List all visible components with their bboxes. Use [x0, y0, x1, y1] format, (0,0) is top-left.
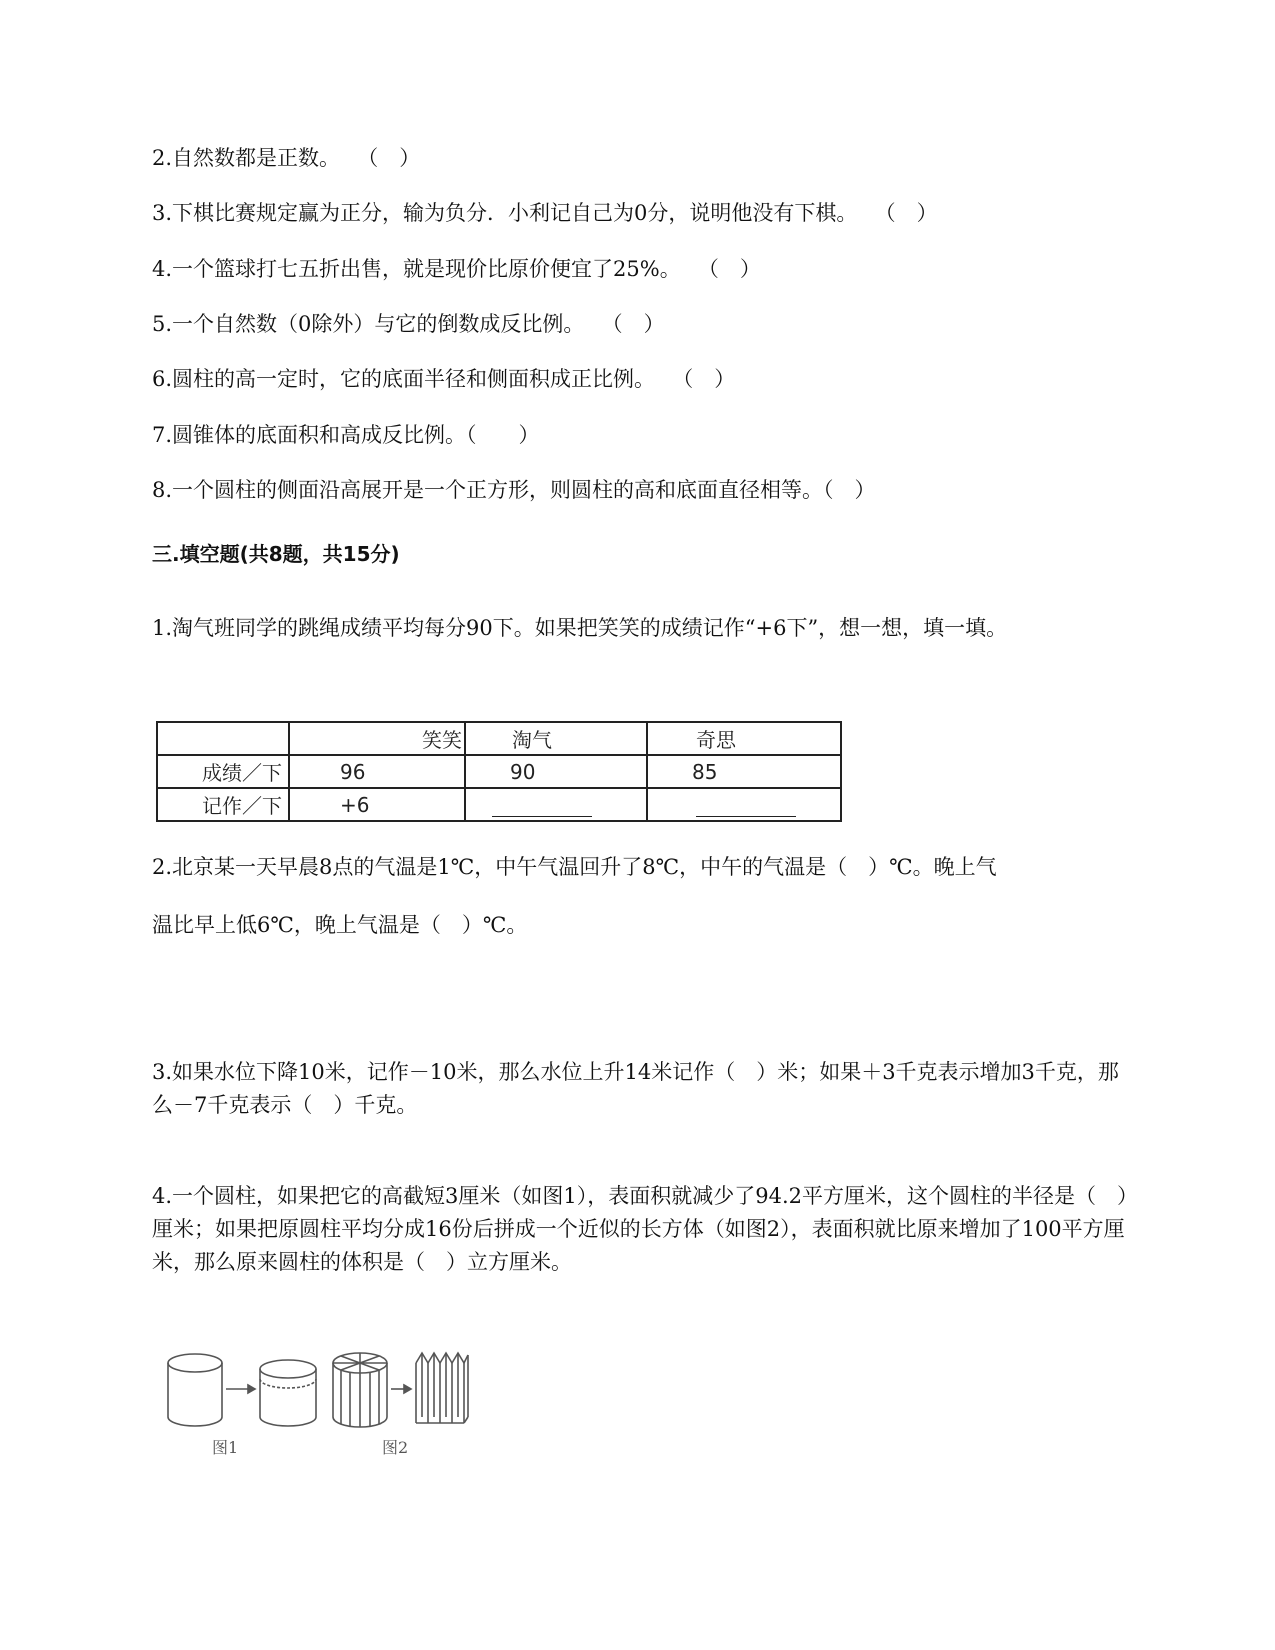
answer-blank-cell[interactable]: [647, 788, 841, 821]
figure-1-label: 图1: [212, 1438, 239, 1457]
judgement-item-8: 8.一个圆柱的侧面沿高展开是一个正方形，则圆柱的高和底面直径相等。（ ）: [152, 478, 876, 502]
table-header-cell: [157, 722, 289, 755]
cylinder-figures: [160, 1345, 500, 1455]
table-cell: 85: [647, 755, 841, 788]
question-4-text: 4.一个圆柱，如果把它的高截短3厘米（如图1），表面积就减少了94.2平方厘米，这个圆柱的半径是（ ）厘米；如果把原圆柱平均分成16份后拼成一个近似的长方体（如图2），表面积就比原来增加了100平方厘米，那么原来圆柱的体积是（ ）立方厘米。: [152, 1184, 1128, 1274]
question-1-text: 1.淘气班同学的跳绳成绩平均每分90下。如果把笑笑的成绩记作“+6下”，想一想，填一填。: [152, 616, 1008, 640]
cylinder-figures-drawing: [160, 1345, 500, 1440]
table-cell: 90: [465, 755, 647, 788]
table-cell: 96: [289, 755, 465, 788]
judgement-item-6: 6.圆柱的高一定时，它的底面半径和侧面积成正比例。 （ ）: [152, 367, 736, 391]
table-row: [157, 755, 841, 788]
table-header-cell: 笑笑: [289, 722, 465, 755]
judgement-item-5: 5.一个自然数（0除外）与它的倒数成反比例。 （ ）: [152, 312, 665, 336]
section-heading: 三.填空题(共8题，共15分): [152, 542, 400, 566]
judgement-item-4: 4.一个篮球打七五折出售，就是现价比原价便宜了25%。 （ ）: [152, 257, 761, 281]
judgement-item-2: 2.自然数都是正数。 （ ）: [152, 146, 421, 170]
score-table: [156, 721, 842, 822]
judgement-item-7: 7.圆锥体的底面积和高成反比例。（ ）: [152, 423, 540, 447]
table-cell: +6: [289, 788, 465, 821]
table-row-label: 记作／下: [157, 788, 289, 821]
table-row-label: 成绩／下: [157, 755, 289, 788]
table-header-cell: 奇思: [647, 722, 841, 755]
table-header-cell: 淘气: [465, 722, 647, 755]
answer-blank-cell[interactable]: [465, 788, 647, 821]
question-2-line-1: 2.北京某一天早晨8点的气温是1℃，中午气温回升了8℃，中午的气温是（ ）℃。晚上气: [152, 855, 997, 879]
figure-2-label: 图2: [382, 1438, 409, 1457]
table-header-row: [157, 722, 841, 755]
judgement-item-3: 3.下棋比赛规定赢为正分，输为负分．小利记自己为0分，说明他没有下棋。 （ ）: [152, 201, 938, 225]
table-row: [157, 788, 841, 821]
answer-blank-line: [696, 796, 796, 817]
question-3-text: 3.如果水位下降10米，记作－10米，那么水位上升14米记作（ ）米；如果＋3千克表示增加3千克，那么－7千克表示（ ）千克。: [152, 1060, 1119, 1117]
answer-blank-line: [492, 796, 592, 817]
question-2-line-2: 温比早上低6℃，晚上气温是（ ）℃。: [152, 913, 528, 937]
